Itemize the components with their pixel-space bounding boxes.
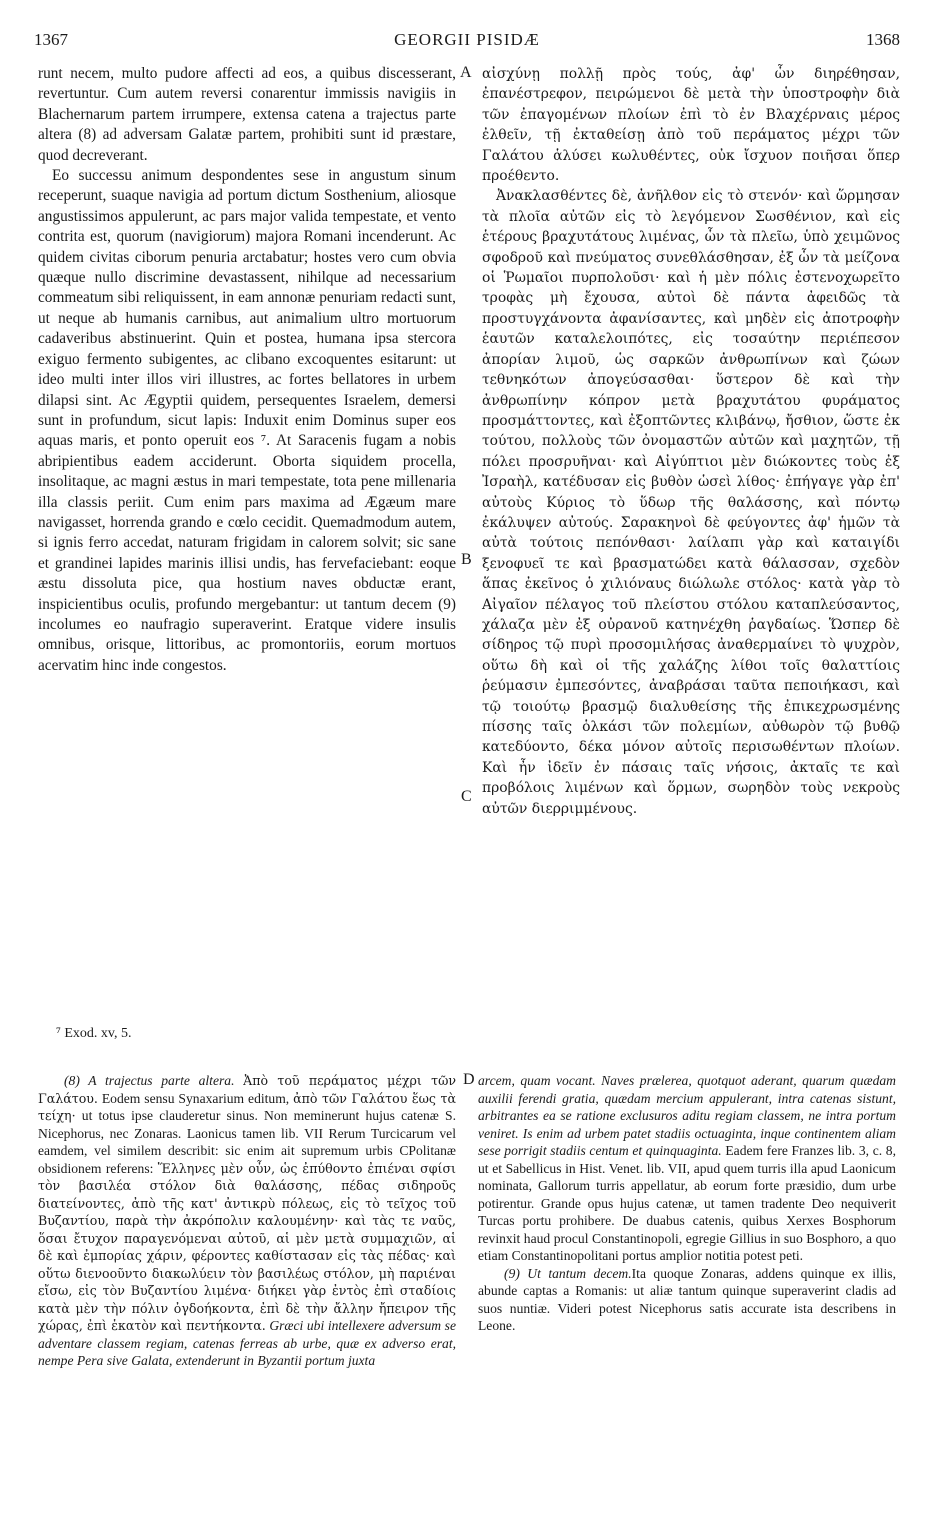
note-8-greek-1: Ἀπὸ τοῦ περάματος μέχρι τῶν Γαλάτου. [38, 1073, 456, 1106]
note-8 [38, 1072, 456, 1370]
greek-paragraph-1: αἰσχύνῃ πολλῇ πρὸς τούς, ἀφ' ὧν διηρέθησαν, ἐπανέστρεφον, πειρώμενοι δὲ μετὰ τὴν ὑποστροφὴν διὰ τῶν ἐπαγομένων πλοίων ἐπὶ τὸ ἐν Βλαχέρναις μέρος ἐλθεῖν, τῇ ἐκταθείσῃ ἀπὸ τοῦ περάματος μέχρι τῶν Γαλάτου ἁλύσει κωλυθέντες, οὐκ ἴσχυον ποιῆσαι ὅπερ προέθεντο. [482, 66, 900, 185]
latin-column [38, 64, 456, 676]
notes-left-column [38, 1072, 456, 1370]
greek-paragraph-2: Ἀνακλασθέντες δὲ, ἀνῆλθον εἰς τὸ στενόν· καὶ ὥρμησαν τὰ πλοῖα αὐτῶν εἰς τὸ λεγόμενον Σωσθένιον, καὶ εἰς ἑτέρους βραχυτάτους λιμένας, ὧν τὰ πλεῖω, ὑπὸ χειμῶνος σφοδροῦ καὶ πνεύματος συνεθλάσθησαν, ἐξ ὧν τὰ μείζονα οἱ Ῥωμαῖοι πυρπολοῦσι· καὶ ἡ μὲν πόλις ἐστενοχωρεῖτο τροφὰς μὴ ἔχουσα, αὐτοὶ δὲ πάντα ἀφειδῶς τὰ προστυγχάνοντα ἀφανίσαντες, καὶ μηδὲν εἰς ἀποτροφὴν ἑαυτῶν καταλελοιπότες, εἰς τοσαύτην περιέπεσον ἀπορίαν λιμοῦ, ὡς σαρκῶν ἀνθρωπίνων καὶ ζώων τεθνηκότων ἀπογεύσασθαι· ὕστερον δὲ καὶ τὴν ἀνθρωπίνην κόπρον μετὰ βραχυτάτου φυράματος προσμάττοντες, καὶ ἐξοπτῶντες κλιβάνῳ, ἤσθιον, ὥστε ἐκ τούτου, πολλοὺς τῶν ὀνομαστῶν αὐτῶν καὶ μαχητῶν, τῇ πόλει προσρυῆναι· καὶ Αἰγύπτιοι μὲν διώκοντες τοὺς ἐξ Ἰσραὴλ, κατέδυσαν εἰς βυθὸν ὡσεὶ λίθος· ἐπήγαγε γὰρ ἐπ' αὐτοὺς Κύριος τὸ ὕδωρ τῆς θαλάσσης, καὶ πόντῳ ἐκάλυψεν αὐτούς. Σαρακηνοὶ δὲ φεύγοντες ἀφ' ἡμῶν τὰ αὐτὰ τούτοις πεπόνθασι· λαίλαπι γὰρ καὶ καταιγίδι ξενοφυεῖ τε καὶ βρασματώδει κατὰ θάλασσαν, σχεδὸν ἅπας ἐκεῖνος ὁ χιλιόναυς διώλωλε στόλος· κατὰ γὰρ τὸ Αἰγαῖον πέλαγος τοῦ πλείστου στόλου καταπλεύσαντος, χάλαζα μὲν ἐξ οὐρανοῦ κατηνέχθη ῥαγδαίως. Ὥσπερ δὲ σίδηρος τῷ πυρὶ προσομιλήσας ἀναθερμαίνει τὸ ψυχρὸν, οὕτω δὴ καὶ οἱ τῆς χαλάζης λίθοι τοῖς θαλαττίοις ῥεύμασιν ἐμπεσόντες, ἀναβράσαι ταῦτα πεποιήκασι, καὶ τῷ τοιούτῳ βρασμῷ διαλυθείσης τῆς ἐπικεχρωσμένης πίσσης ταῖς ὁλκάσι τῶν πολεμίων, αὐθωρὸν τῷ βυθῷ κατεδύοντο, δέκα μόνον αὐτοῖς περισωθέντων πλοίων. Καὶ ἦν ἰδεῖν ἐν πάσαις ταῖς νήσοις, ἀκταῖς τε καὶ προβόλοις λιμένων καὶ ὅρμων, σωρηδὸν τοὺς νεκροὺς αὐτῶν διερριμμένους. [482, 188, 900, 817]
section-marker-d: D [463, 1071, 475, 1088]
note-8-translation-continued: arcem, quam vocant. Naves prælerea, quotquot aderant, quarum quædam auxilii ferendi gratia, quædam mercium appulerant, intra catenas sistunt, arbitrantes ea se ratione exclusuros aditu regiam classem, ne intra portum veniret. Is enim ad urbem patet stadiis octuaginta, inque continentem aliam sese porrigit stadiis centum et quinquaginta. [478, 1073, 896, 1158]
latin-paragraph-2: Eo successu animum despondentes sese in angustum sinum receperunt, suaque navigia ad portum dictum Sosthenium, aliosque angustissimos appulerunt, ac pars major valida tempestate, et vento contrita est, quorum (navigiorum) majora Romani incenderunt. Ac quidem civitas ciborum penuria arctabatur; hostes vero cum obvia quæque nullo discrimine devastassent, nihilque ad necessarium commeatum sibi reliquissent, in eam annonæ penuriam redacti sunt, ut neque ab humanis carnibus, aut animalium ultro mortuorum cadaveribus abstinuerint. Quin et postea, humana ipsa stercora exiguo fermento subigentes, ac clibano excoquentes esitarunt: ut ideo multi inter illos viri illustres, ac fortes bellatores in urbem dilapsi sint. Ac Ægyptii quidem, persequentes Israelem, demersi sunt in profundum, sicut lapis: Induxit enim Dominus super eos aquas maris, et ponto operuit eos ⁷. At Saracenis fugam a nobis abripientibus eadem acciderunt. Oborta siquidem procella, insolitaque, ac magni æstus in mari tempestate, tota pene millenaria illa classis periit. Cum enim pars maxima ad Ægæum mare navigasset, horrenda grando e cœlo cecidit. Quemadmodum autem, si ignis ferro accedat, naturam frigidam in calorem solvit; sic sane et grandinei lapides marinis illisi undis, has fervefaciebant: eoque æstu dissoluta pice, qua hostium naves obductæ erant, inspicientibus oculis, profundo mergebantur: ut tantum decem (9) incolumes eo naufragio superaverint. Eratque videre insulis omnibus, orisque, littoribus, ac promontoriis, eorum mortuos acervatim hinc inde congestos. [38, 167, 456, 674]
section-marker-c: C [461, 788, 472, 805]
section-marker-a: A [460, 64, 472, 81]
notes-right-column [478, 1072, 896, 1335]
note-9-lemma: (9) Ut tantum decem. [504, 1265, 632, 1281]
note-8-continued [478, 1072, 896, 1265]
note-8-lemma: (8) A trajectus parte altera. [64, 1073, 244, 1088]
note-8-text-2: ut totus ipse clauderetur sinus. Non meminerunt hujus catenæ S. Nicephorus, nec Zonaras. Laonicus tamen lib. VII Rerum Turcicarum vel eamdem, vel similem describit: sic enim ait supremum urbis CPolitanæ obsidionem referens: [38, 1108, 456, 1176]
footnote-reference: ⁷ Exod. xv, 5. [56, 1026, 132, 1041]
running-title: GEORGII PISIDÆ [394, 30, 540, 49]
note-8-text-1: Eodem sensu Synaxarium editum, [97, 1090, 294, 1106]
note-9 [478, 1265, 896, 1335]
running-header [34, 30, 900, 54]
page-number-right: 1368 [866, 30, 900, 49]
note-8-greek-2: ἀπὸ τῶν Γαλάτου ἕως τὰ τείχη· [38, 1090, 456, 1123]
latin-paragraph-1: runt necem, multo pudore affecti ad eos, a quibus discesserant, revertuntur. Cum autem reversi conarentur immissis navigiis in Blachernarum partem irrumpere, extensa catena a trajectus parte altera (8) ad adversam Galatæ partem, prohibiti sunt id præstare, quod decreverant. [38, 65, 456, 164]
note-8-translation: Græci ubi intellexere adversum se adventare classem regiam, catenas ferreas ab urbe, quæ ex adverso erat, nempe Pera sive Galata, extenderunt in Byzantii portum juxta [38, 1318, 456, 1368]
page-number-left: 1367 [34, 30, 68, 49]
note-8-greek-quote: Ἕλληνες μὲν οὖν, ὡς ἐπύθοντο ἐπιέναι σφίσι τὸν βασιλέα στόλον διὰ θαλάσσης, πέδας σιδηροῦς διατείνοντες, ἀπὸ τῆς κατ' ἀντικρὺ πόλεως, εἰς τὸ τεῖχος τοῦ Βυζαντίου, παρὰ τὴν ἀκρόπολιν καλουμένην· καὶ τὰς τε ναῦς, ὅσαι ἔτυχον παραγενόμεναι αὐτοῦ, αἱ μὲν μετὰ συμμαχιῶν, αἱ δὲ καὶ ἐμπορίας χάριν, φέροντες καθίστασαν εἰς τὰς πέδας· καὶ οὕτω διενοοῦντο διακωλύειν τὸν βασιλέως στόλον, μὴ παριέναι εἴσω, εἰς τὸν Βυζαντίου λιμένα· διήκει γὰρ ἐντὸς ἐπὶ σταδίοις κατὰ μὲν τὴν πόλιν ὀγδοήκοντα, ἐπὶ δὲ τὴν ἄλλην ἤπειρον τῆς χώρας, ἐπὶ ἑκατὸν καὶ πεντήκοντα. [38, 1160, 456, 1333]
note-9-text: Ita quoque Zonaras, addens quinque ex illis, abunde captas a Romanis: ut aliæ tantum quinque superaverint cladis ad suos nuntiæ. Videri potest Nicephorus satis accurate ista describens in Leone. [478, 1265, 896, 1333]
section-marker-b: B [461, 551, 472, 568]
note-8-commentary: Eadem fere Franzes lib. 3, c. 8, ut et Sabellicus in Hist. Venet. lib. VII, apud quem turris illa apud Laonicum nominata, Gallorum turris appellatur, ab eorum forte præsidio, dum urbe potirentur. Grande opus hujus catenæ, ut tamen tradente Deo nequiverit Turcas portu prohibere. De duabus catenis, quibus Xerxes Bosphorum revinxit haud procul Constantinopoli, egregie Gillius in suo Bosphoro, a quo etiam Constantinopolitani portus amplior notitia potest peti. [478, 1143, 896, 1263]
greek-column [482, 64, 900, 819]
